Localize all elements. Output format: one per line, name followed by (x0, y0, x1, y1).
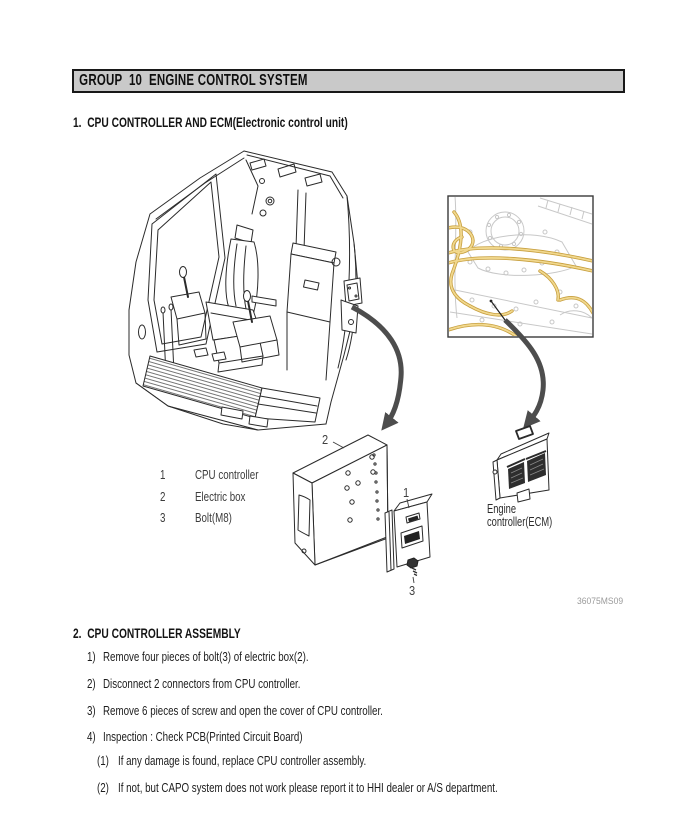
part-label: Electric box (195, 488, 246, 504)
ecm-drawing (493, 426, 549, 502)
engine-inset (448, 196, 593, 337)
callout-3-leader (413, 577, 414, 583)
part-label: Bolt(M8) (195, 510, 232, 525)
callout-2-label: 2 (322, 432, 329, 448)
bolt-drawing (407, 558, 418, 576)
electric-box-drawing (293, 435, 388, 565)
figure-illustration (75, 140, 640, 618)
part-number: 1 (160, 467, 166, 482)
figure-area (75, 140, 640, 618)
part-number: 2 (160, 488, 166, 504)
callout-3-label: 3 (409, 583, 416, 599)
ecm-caption: Engine controller(ECM) (487, 502, 553, 529)
callout-2-leader (333, 442, 344, 448)
cab-drawing (129, 151, 362, 430)
group-header-title: GROUP 10 ENGINE CONTROL SYSTEM (79, 72, 308, 89)
section-1-heading: 1. CPU CONTROLLER AND ECM(Electronic control unit) (73, 115, 348, 130)
part-number: 3 (160, 510, 166, 525)
group-header-bar (72, 69, 625, 93)
section-2-heading: 2. CPU CONTROLLER ASSEMBLY (73, 626, 241, 641)
part-label: CPU controller (195, 467, 259, 482)
figure-code: 36075MS09 (577, 596, 624, 607)
arrow-cab-to-electric-box (352, 307, 401, 426)
manual-page: GROUP 10 ENGINE CONTROL SYSTEM 1. CPU CONTROLLER AND ECM(Electronic control unit) 2 1 3 1 CPU controller 2 Electric box 3 Bolt(M8) Engine controller(ECM) 36075MS09 2. CPU CONTROLLER ASSEMBLY 1) Remove four pieces of bolt(3) of electric box(2). 2) Disconnect 2 connectors from CPU controller. 3) Remove 6 pieces of screw and open the cover of CPU controller. 4) Inspection : Check PCB(Printed Circuit Board) (1) If any damage is found, replace CPU controller assembly. (2) If not, but CAPO system does not work please report it to HHI dealer or A/S department. (0, 0, 697, 840)
callout-1-label: 1 (403, 485, 410, 501)
